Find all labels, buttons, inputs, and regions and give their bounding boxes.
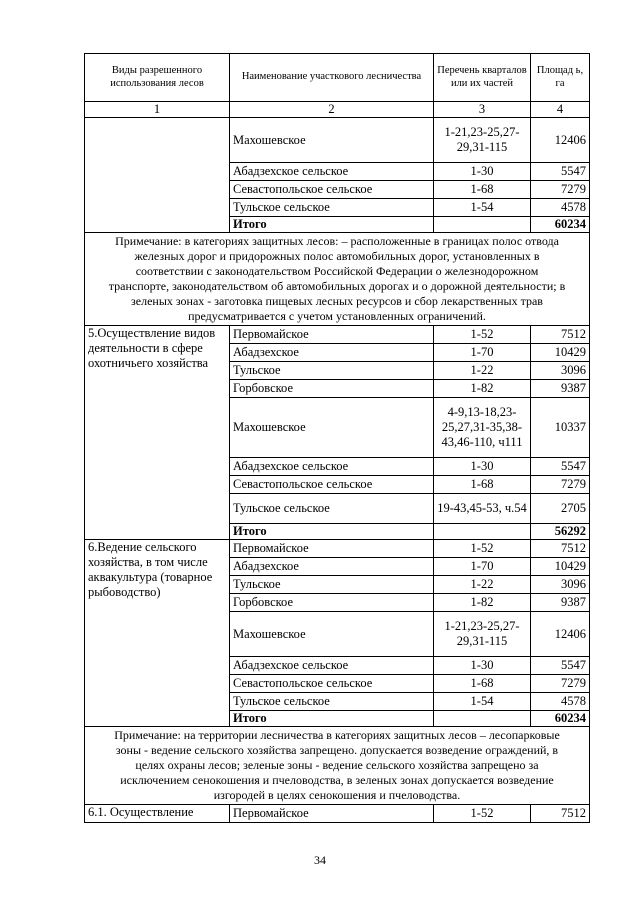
quarters: 1-68	[434, 476, 531, 494]
area: 7279	[531, 675, 590, 693]
use-type-cell-empty	[85, 118, 230, 233]
note-agriculture: Примечание: на территории лесничества в категориях защитных лесов – лесопарковые зоны - ведение сельского хозяйства запрещено. допускается возведение ограждений, в целях охраны лесов; зеленые зоны - ведение сельского хозяйства запрещено за исключением сенокошения и пчеловодства, в зеленых зонах допускается возведение изгородей в целях сенокошения и пчеловодства.	[85, 727, 590, 805]
page-number: 34	[314, 853, 326, 867]
forestry-name: Тульское сельское	[230, 494, 434, 524]
header-forestry-name: Наименование участкового лесничества	[230, 54, 434, 102]
area: 5547	[531, 458, 590, 476]
total-area: 60234	[531, 711, 590, 727]
area: 7279	[531, 181, 590, 199]
quarters: 1-30	[434, 163, 531, 181]
column-number: 2	[230, 102, 434, 118]
quarters: 1-54	[434, 199, 531, 217]
area: 9387	[531, 380, 590, 398]
forestry-name: Тульское	[230, 362, 434, 380]
quarters: 1-70	[434, 344, 531, 362]
quarters: 1-54	[434, 693, 531, 711]
quarters: 1-82	[434, 594, 531, 612]
total-area: 56292	[531, 524, 590, 540]
quarters: 1-82	[434, 380, 531, 398]
use-type-6-1: 6.1. Осуществление	[85, 805, 230, 823]
table-row	[85, 118, 590, 163]
column-number-row	[85, 102, 590, 118]
forestry-name: Махошевское	[230, 612, 434, 657]
use-type-hunting: 5.Осуществление видов деятельности в сфере охотничьего хозяйства	[85, 326, 230, 540]
forestry-name: Первомайское	[230, 326, 434, 344]
quarters: 1-52	[434, 540, 531, 558]
empty-cell	[434, 217, 531, 233]
table-row	[85, 540, 590, 558]
header-quarters-list: Перечень кварталов или их частей	[434, 54, 531, 102]
header-row	[85, 54, 590, 102]
forestry-name: Абадзехское	[230, 344, 434, 362]
empty-cell	[434, 711, 531, 727]
area: 9387	[531, 594, 590, 612]
forestry-name: Абадзехское сельское	[230, 458, 434, 476]
area: 7279	[531, 476, 590, 494]
area: 12406	[531, 612, 590, 657]
header-use-types: Виды разрешенного использования лесов	[85, 54, 230, 102]
forestry-name: Первомайское	[230, 805, 434, 823]
use-type-agriculture: 6.Ведение сельского хозяйства, в том числе аквакультура (товарное рыбоводство)	[85, 540, 230, 727]
table-row	[85, 805, 590, 823]
table-row	[85, 326, 590, 344]
forestry-name: Севастопольское сельское	[230, 675, 434, 693]
area: 7512	[531, 540, 590, 558]
quarters: 1-22	[434, 576, 531, 594]
forest-use-table	[84, 53, 590, 823]
forestry-name: Махошевское	[230, 118, 434, 163]
area: 2705	[531, 494, 590, 524]
forestry-name: Горбовское	[230, 380, 434, 398]
quarters: 1-52	[434, 326, 531, 344]
quarters: 1-52	[434, 805, 531, 823]
forestry-name: Тульское сельское	[230, 693, 434, 711]
forestry-name: Абадзехское сельское	[230, 657, 434, 675]
area: 7512	[531, 805, 590, 823]
area: 10429	[531, 344, 590, 362]
header-area: Площад ь, га	[531, 54, 590, 102]
area: 4578	[531, 199, 590, 217]
forestry-name: Первомайское	[230, 540, 434, 558]
forestry-name: Севастопольское сельское	[230, 181, 434, 199]
forestry-name: Махошевское	[230, 398, 434, 458]
area: 7512	[531, 326, 590, 344]
quarters: 4-9,13-18,23-25,27,31-35,38-43,46-110, ч111	[434, 398, 531, 458]
total-label: Итого	[230, 711, 434, 727]
total-label: Итого	[230, 524, 434, 540]
area: 10337	[531, 398, 590, 458]
forestry-name: Абадзехское сельское	[230, 163, 434, 181]
quarters: 1-68	[434, 181, 531, 199]
area: 3096	[531, 576, 590, 594]
forestry-name: Тульское сельское	[230, 199, 434, 217]
area: 4578	[531, 693, 590, 711]
quarters: 1-68	[434, 675, 531, 693]
area: 5547	[531, 657, 590, 675]
note-protective-forests: Примечание: в категориях защитных лесов: – расположенные в границах полос отвода железных дорог и придорожных полос автомобильных дорог, установленных в соответствии с законодательством Российской Федерации о железнодорожном транспорте, законодательством об автомобильных дорогах и о дорожной деятельности; в зеленых зонах - заготовка пищевых лесных ресурсов и сбор лекарственных трав предусматривается с учетом установленных ограничений.	[85, 233, 590, 326]
quarters: 1-22	[434, 362, 531, 380]
area: 3096	[531, 362, 590, 380]
note-row	[85, 233, 590, 326]
quarters: 19-43,45-53, ч.54	[434, 494, 531, 524]
empty-cell	[434, 524, 531, 540]
forestry-name: Горбовское	[230, 594, 434, 612]
area: 5547	[531, 163, 590, 181]
forestry-name: Тульское	[230, 576, 434, 594]
total-label: Итого	[230, 217, 434, 233]
total-area: 60234	[531, 217, 590, 233]
area: 10429	[531, 558, 590, 576]
forestry-name: Севастопольское сельское	[230, 476, 434, 494]
note-row	[85, 727, 590, 805]
area: 12406	[531, 118, 590, 163]
quarters: 1-21,23-25,27-29,31-115	[434, 612, 531, 657]
quarters: 1-30	[434, 657, 531, 675]
forestry-name: Абадзехское	[230, 558, 434, 576]
quarters: 1-70	[434, 558, 531, 576]
quarters: 1-21,23-25,27-29,31-115	[434, 118, 531, 163]
column-number: 3	[434, 102, 531, 118]
column-number: 1	[85, 102, 230, 118]
quarters: 1-30	[434, 458, 531, 476]
column-number: 4	[531, 102, 590, 118]
